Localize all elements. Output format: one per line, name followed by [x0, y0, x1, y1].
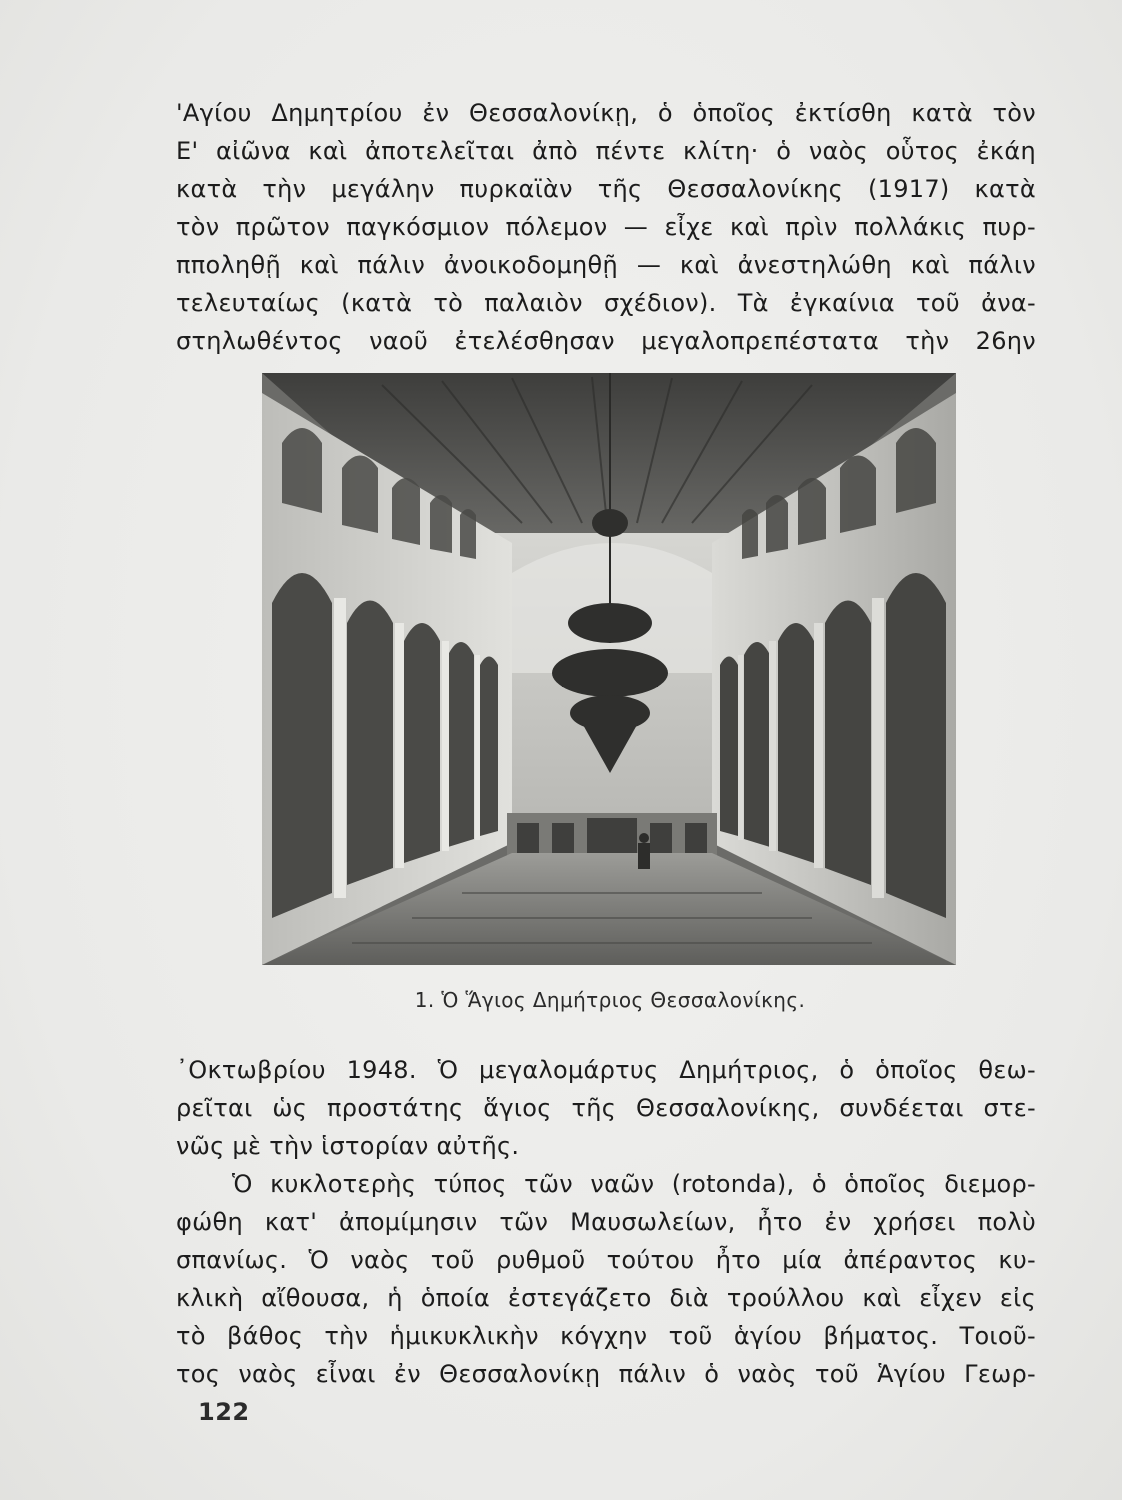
text-line: Ὁ κυκλοτερὴς τύπος τῶν ναῶν (rotonda), ὁ ὁποῖος διεμορ-: [232, 1170, 1036, 1198]
text-line: νῶς μὲ τὴν ἱστορίαν αὐτῆς.: [176, 1132, 520, 1160]
text-line: τὸν πρῶτον παγκόσμιον πόλεμον — εἶχε καὶ πρὶν πολλάκις πυρ-: [176, 213, 1036, 241]
figure-caption: 1. Ὁ Ἅγιος Δημήτριος Θεσσαλονίκης.: [414, 988, 806, 1012]
text-line: 'Αγίου Δημητρίου ἐν Θεσσαλονίκῃ, ὁ ὁποῖος ἐκτίσθη κατὰ τὸν: [176, 99, 1036, 127]
text-line: κλικὴ αἴθουσα, ἡ ὁποία ἐστεγάζετο διὰ τρούλλου καὶ εἶχεν εἰς: [176, 1284, 1036, 1312]
page-number: 122: [198, 1398, 250, 1426]
text-line: τος ναὸς εἶναι ἐν Θεσσαλονίκῃ πάλιν ὁ ναὸς τοῦ Ἁγίου Γεωρ-: [176, 1360, 1036, 1388]
text-line: σπανίως. Ὁ ναὸς τοῦ ρυθμοῦ τούτου ἦτο μία ἀπέραντος κυ-: [176, 1246, 1036, 1274]
text-line: ρεῖται ὡς προστάτης ἅγιος τῆς Θεσσαλονίκης, συνδέεται στε-: [176, 1094, 1036, 1122]
text-line: τὸ βάθος τὴν ἡμικυκλικὴν κόγχην τοῦ ἁγίου βήματος. Τοιοῦ-: [176, 1322, 1036, 1350]
church-interior-photo: [262, 373, 956, 965]
text-line: Ε' αἰῶνα καὶ ἀποτελεῖται ἀπὸ πέντε κλίτη· ὁ ναὸς οὗτος ἐκάη: [176, 137, 1036, 165]
text-line: πποληθῇ καὶ πάλιν ἀνοικοδομηθῇ — καὶ ἀνεστηλώθη καὶ πάλιν: [176, 251, 1036, 279]
text-line: φώθη κατ' ἀπομίμησιν τῶν Μαυσωλείων, ἦτο ἐν χρήσει πολὺ: [176, 1208, 1036, 1236]
text-line: τελευταίως (κατὰ τὸ παλαιὸν σχέδιον). Τὰ ἐγκαίνια τοῦ ἀνα-: [176, 289, 1036, 317]
text-line: κατὰ τὴν μεγάλην πυρκαϊὰν τῆς Θεσσαλονίκης (1917) κατὰ: [176, 175, 1036, 203]
text-line: ᾽Οκτωβρίου 1948. Ὁ μεγαλομάρτυς Δημήτριος, ὁ ὁποῖος θεω-: [176, 1056, 1036, 1084]
text-line: στηλωθέντος ναοῦ ἐτελέσθησαν μεγαλοπρεπέστατα τὴν 26ην: [176, 327, 1036, 355]
